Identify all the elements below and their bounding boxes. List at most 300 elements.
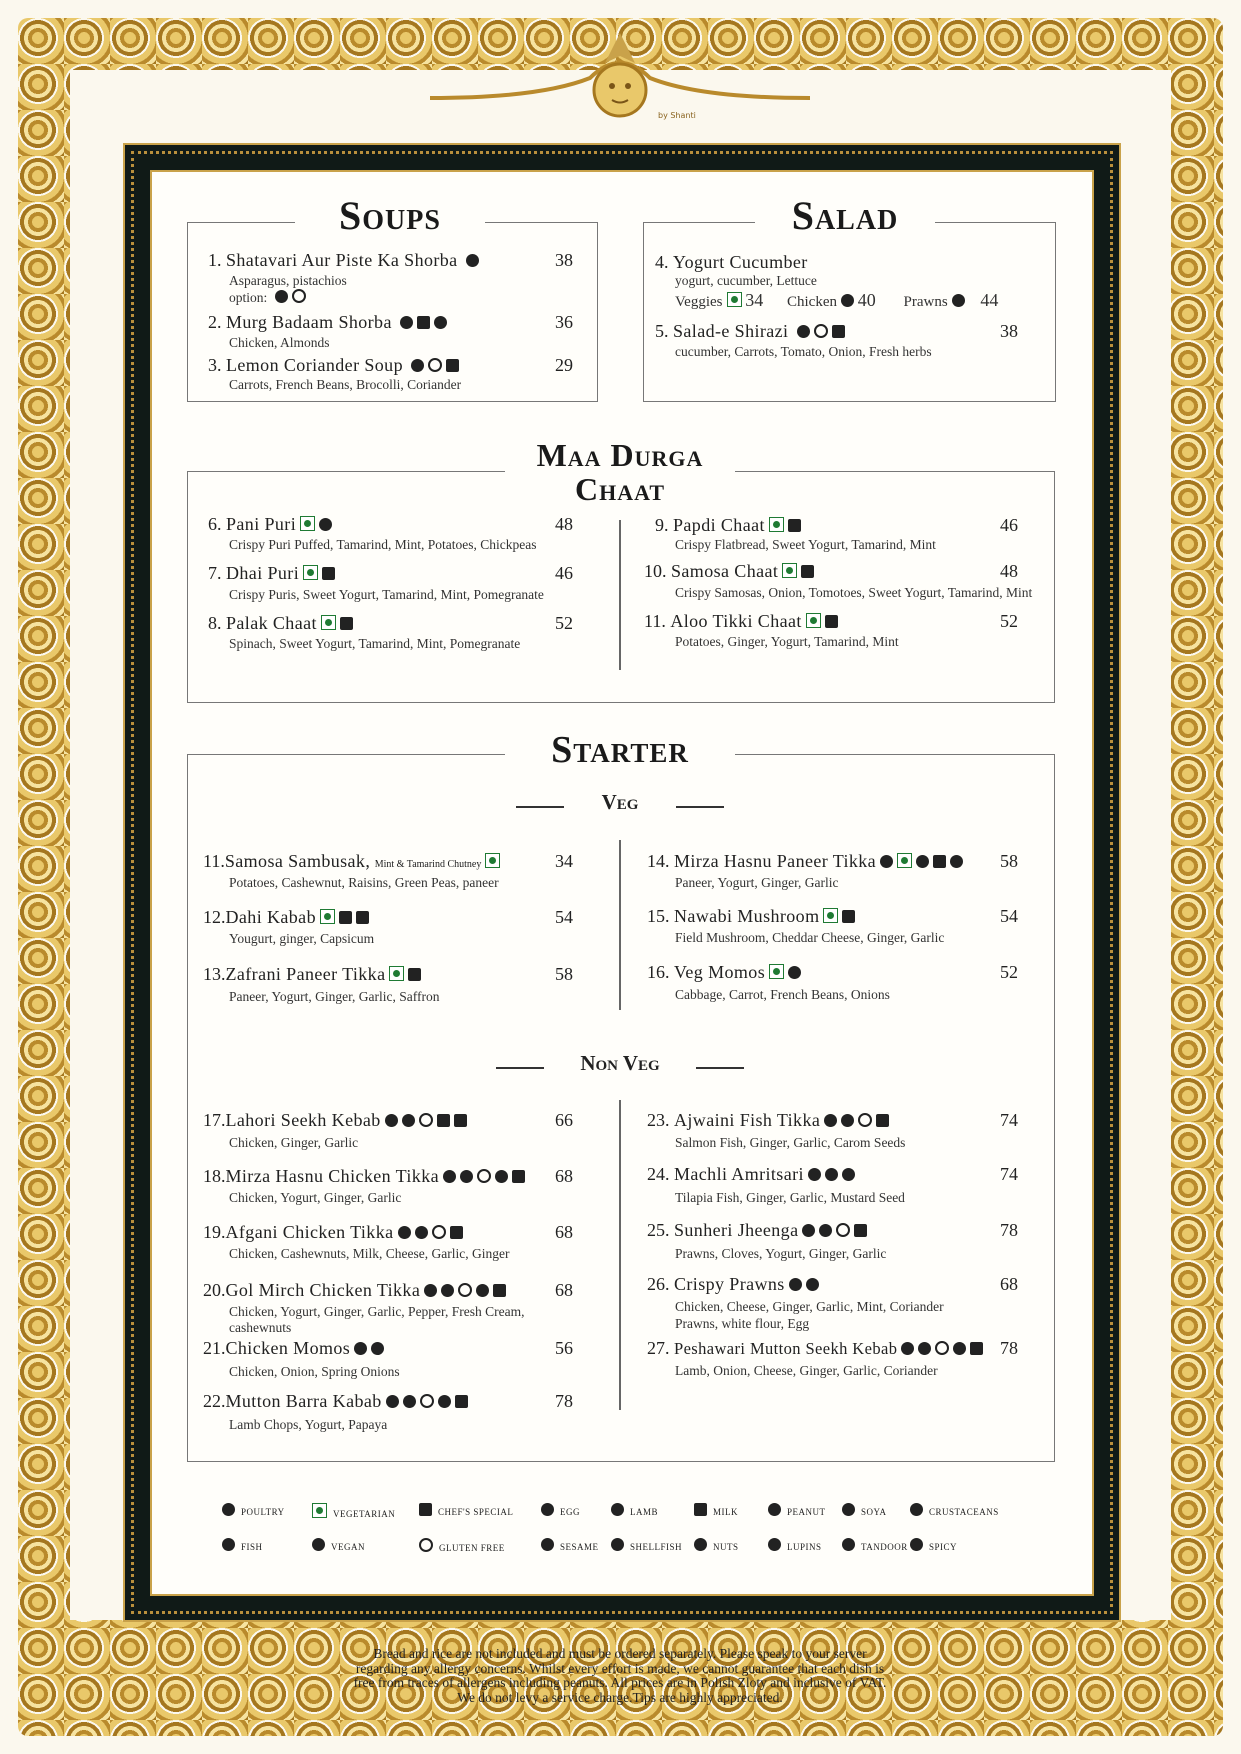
milk-icon (854, 1224, 867, 1237)
milk-icon (970, 1342, 983, 1355)
option-label: Chicken (787, 294, 837, 310)
tandoor-icon (424, 1284, 437, 1297)
item-price: 68 (555, 1222, 573, 1242)
menu-item (203, 1338, 384, 1359)
vegan-icon (411, 359, 424, 372)
egg-icon (806, 1278, 819, 1291)
item-number: 27. (647, 1338, 670, 1358)
menu-item (647, 851, 963, 872)
option-label: Prawns (903, 294, 948, 310)
item-name: Salad-e Shirazi (673, 321, 789, 341)
milk-icon (933, 855, 946, 868)
sesame-icon (541, 1538, 554, 1551)
item-description: Potatoes, Cashewnut, Raisins, Green Peas, paneer (229, 875, 499, 890)
legend-item (906, 1503, 999, 1517)
item-price: 52 (1000, 611, 1018, 631)
legend-label: LAMB (630, 1507, 659, 1517)
item-name: Veg Momos (674, 962, 766, 982)
item-description: Lamb, Onion, Cheese, Ginger, Garlic, Coriander (675, 1363, 938, 1378)
item-description: Yougurt, ginger, Capsicum (229, 931, 375, 946)
column-divider (619, 520, 621, 670)
poultry-icon (415, 1226, 428, 1239)
item-price: 78 (1000, 1338, 1018, 1358)
vegetarian-icon (806, 613, 821, 628)
tandoor-icon (386, 1395, 399, 1408)
egg-icon (541, 1503, 554, 1516)
legend-label: CRUSTACEANS (929, 1507, 999, 1517)
item-description: Spinach, Sweet Yogurt, Tamarind, Mint, Pomegranate (229, 636, 521, 651)
item-name: Mirza Hasnu Paneer Tikka (674, 851, 877, 871)
chefs-special-icon (832, 325, 845, 338)
tandoor-icon (385, 1114, 398, 1127)
gluten-free-icon (836, 1223, 850, 1237)
nuts-icon (466, 254, 479, 267)
tandoor-icon (802, 1224, 815, 1237)
legend-item (218, 1538, 263, 1552)
spicy-icon (842, 1168, 855, 1181)
legend-item (690, 1538, 739, 1552)
item-description: Potatoes, Ginger, Yogurt, Tamarind, Mint (675, 634, 899, 649)
item-number: 15. (647, 906, 670, 926)
vegetarian-icon (727, 292, 742, 307)
item-price: 68 (555, 1166, 573, 1186)
item-price: 54 (555, 907, 573, 927)
item-number: 24. (647, 1164, 670, 1184)
milk-icon (876, 1114, 889, 1127)
nuts-icon (434, 316, 447, 329)
item-name: Dahi Kabab (225, 907, 316, 927)
spicy-icon (910, 1538, 923, 1551)
gluten-free-icon (420, 1394, 434, 1408)
vegetarian-icon (312, 1503, 327, 1518)
item-number: 7. (208, 563, 222, 583)
menu-item (647, 1110, 889, 1131)
footer-note (270, 1647, 970, 1705)
menu-item (644, 611, 838, 632)
item-description: Chicken, Cheese, Ginger, Garlic, Mint, Coriander (675, 1299, 944, 1314)
shellfish-icon (952, 294, 965, 307)
item-name: Shatavari Aur Piste Ka Shorba (226, 250, 458, 270)
legend-label: MILK (713, 1507, 738, 1517)
column-divider (619, 1100, 621, 1410)
item-description: Paneer, Yogurt, Ginger, Garlic (675, 875, 839, 890)
legend-label: LUPINS (787, 1542, 822, 1552)
menu-item (203, 907, 369, 928)
item-description: Paneer, Yogurt, Ginger, Garlic, Saffron (229, 989, 440, 1004)
lamb-icon (403, 1395, 416, 1408)
lamb-icon (611, 1503, 624, 1516)
item-number: 11. (644, 611, 666, 631)
item-number: 1. (208, 250, 222, 270)
option-price: 44 (980, 290, 999, 310)
legend-label: SOYA (861, 1507, 887, 1517)
item-description-cont: cashewnuts (229, 1320, 292, 1335)
chefs-special-icon (446, 359, 459, 372)
item-number: 6. (208, 514, 222, 534)
item-name: Samosa Sambusak, (224, 851, 371, 871)
vegetarian-icon (300, 516, 315, 531)
poultry-icon (354, 1342, 367, 1355)
item-name: Peshawari Mutton Seekh Kebab (674, 1339, 898, 1358)
item-description: Chicken, Onion, Spring Onions (229, 1364, 400, 1379)
legend-label: EGG (560, 1507, 580, 1517)
item-number: 22. (203, 1391, 226, 1411)
item-name: Yogurt Cucumber (673, 252, 808, 272)
legend-label: FISH (241, 1542, 263, 1552)
item-number: 10. (644, 561, 667, 581)
soya-icon (842, 1503, 855, 1516)
poultry-icon (222, 1503, 235, 1516)
item-description: Field Mushroom, Cheddar Cheese, Ginger, Garlic (675, 930, 945, 945)
item-number: 26. (647, 1274, 670, 1294)
item-number: 21. (203, 1338, 226, 1358)
milk-icon (340, 617, 353, 630)
menu-item (203, 1110, 467, 1131)
item-name: Zafrani Paneer Tikka (225, 964, 386, 984)
item-name: Lahori Seekh Kebab (225, 1110, 381, 1130)
item-description: Chicken, Ginger, Garlic (229, 1135, 359, 1150)
tandoor-icon (443, 1170, 456, 1183)
gluten-free-icon (419, 1113, 433, 1127)
item-price: 78 (555, 1391, 573, 1411)
item-name: Nawabi Mushroom (674, 906, 820, 926)
legend-label: PEANUT (787, 1507, 826, 1517)
milk-icon (512, 1170, 525, 1183)
vegetarian-icon (823, 908, 838, 923)
menu-item (655, 515, 801, 536)
item-name: Aloo Tikki Chaat (670, 611, 802, 631)
shellfish-icon (611, 1538, 624, 1551)
item-name: Ajwaini Fish Tikka (674, 1110, 821, 1130)
item-price: 74 (1000, 1164, 1018, 1184)
vegetarian-icon (769, 964, 784, 979)
item-price: 38 (555, 250, 573, 270)
item-number: 8. (208, 613, 222, 633)
nuts-icon (950, 855, 963, 868)
milk-icon (788, 519, 801, 532)
item-name: Mirza Hasnu Chicken Tikka (225, 1166, 439, 1186)
menu-item (647, 906, 855, 927)
item-price: 68 (555, 1280, 573, 1300)
item-description: Chicken, Almonds (229, 335, 330, 350)
legend-label: POULTRY (241, 1507, 285, 1517)
item-number: 11. (203, 851, 225, 871)
fish-icon (841, 1114, 854, 1127)
option-label: option: (229, 290, 268, 305)
milk-icon (454, 1114, 467, 1127)
legend-label: CHEF'S SPECIAL (438, 1507, 514, 1517)
spicy-icon (953, 1342, 966, 1355)
item-description: Cabbage, Carrot, French Beans, Onions (675, 987, 890, 1002)
milk-icon (825, 615, 838, 628)
item-number: 4. (655, 252, 669, 272)
divider-line (696, 1067, 744, 1069)
menu-item (203, 1280, 506, 1301)
item-number: 3. (208, 355, 222, 375)
gluten-free-icon (419, 1538, 433, 1552)
lamb-icon (918, 1342, 931, 1355)
item-option (229, 289, 306, 306)
milk-icon (408, 968, 421, 981)
item-price: 38 (1000, 321, 1018, 341)
item-name: Palak Chaat (226, 613, 317, 633)
menu-item (647, 1274, 819, 1295)
item-description: Crispy Flatbread, Sweet Yogurt, Tamarind, Mint (675, 537, 936, 552)
lupins-icon (768, 1538, 781, 1551)
item-price: 34 (555, 851, 573, 871)
chefs-special-icon (419, 1503, 432, 1516)
legend-item (690, 1503, 738, 1517)
vegetarian-icon (320, 909, 335, 924)
item-number: 20. (203, 1280, 226, 1300)
vegetarian-icon (321, 615, 336, 630)
legend-item (906, 1538, 957, 1552)
goddess-crest-logo (420, 28, 820, 128)
menu-item (203, 1166, 525, 1187)
item-number: 12. (203, 907, 226, 927)
item-description: Prawns, Cloves, Yogurt, Ginger, Garlic (675, 1246, 887, 1261)
spicy-icon (438, 1395, 451, 1408)
legend-label: SESAME (560, 1542, 599, 1552)
chaat-title-line2: Chaat (574, 471, 666, 507)
item-description: Carrots, French Beans, Brocolli, Coriander (229, 377, 462, 392)
soups-title: Soups (295, 192, 485, 239)
menu-item (208, 250, 479, 271)
gluten-free-icon (477, 1169, 491, 1183)
chefs-special-icon (437, 1114, 450, 1127)
divider-line (496, 1067, 544, 1069)
gluten-free-icon (432, 1225, 446, 1239)
item-price: 54 (1000, 906, 1018, 926)
vegetarian-icon (485, 853, 500, 868)
item-description: cucumber, Carrots, Tomato, Onion, Fresh herbs (675, 344, 932, 359)
vegan-icon (275, 290, 288, 303)
peanut-icon (768, 1503, 781, 1516)
item-number: 25. (647, 1220, 670, 1240)
item-price: 58 (555, 964, 573, 984)
tandoor-icon (824, 1114, 837, 1127)
legend-item (838, 1538, 908, 1552)
item-name: Machli Amritsari (674, 1164, 804, 1184)
gluten-free-icon (292, 289, 306, 303)
chefs-special-icon (339, 911, 352, 924)
item-number: 17. (203, 1110, 226, 1130)
tandoor-icon (901, 1342, 914, 1355)
legend-label: VEGAN (331, 1542, 365, 1552)
legend-item (838, 1503, 887, 1517)
milk-icon (694, 1503, 707, 1516)
legend-label: TANDOOR (861, 1542, 908, 1552)
item-price: 56 (555, 1338, 573, 1358)
item-number: 16. (647, 962, 670, 982)
poultry-icon (400, 316, 413, 329)
legend-item (607, 1503, 658, 1517)
fish-icon (825, 1168, 838, 1181)
tandoor-icon (398, 1226, 411, 1239)
menu-item (647, 1164, 855, 1185)
option-label: Veggies (675, 294, 723, 310)
item-name: Afgani Chicken Tikka (225, 1222, 394, 1242)
poultry-icon (841, 294, 854, 307)
legend-label: GLUTEN FREE (439, 1543, 505, 1553)
item-name: Gol Mirch Chicken Tikka (225, 1280, 421, 1300)
legend-item (537, 1503, 580, 1517)
legend-label: SHELLFISH (630, 1542, 683, 1552)
item-price: 68 (1000, 1274, 1018, 1294)
item-price: 58 (1000, 851, 1018, 871)
starter-title: Starter (505, 728, 735, 772)
vegetarian-icon (782, 563, 797, 578)
item-price: 48 (1000, 561, 1018, 581)
milk-icon (417, 316, 430, 329)
menu-item (655, 252, 808, 273)
crustaceans-icon (910, 1503, 923, 1516)
legend-item (218, 1503, 285, 1517)
shellfish-icon (789, 1278, 802, 1291)
item-price: 36 (555, 312, 573, 332)
item-description: Crispy Samosas, Onion, Tomotoes, Sweet Yogurt, Tamarind, Mint (675, 585, 1033, 600)
item-price: 52 (555, 613, 573, 633)
spicy-icon (476, 1284, 489, 1297)
menu-item (208, 355, 459, 376)
item-price: 66 (555, 1110, 573, 1130)
divider-line (516, 806, 564, 808)
legend-label: NUTS (713, 1542, 739, 1552)
fish-icon (222, 1538, 235, 1551)
item-name: Murg Badaam Shorba (226, 312, 392, 332)
item-name: Papdi Chaat (673, 515, 765, 535)
salad-box (643, 222, 1056, 402)
menu-item (203, 1391, 468, 1412)
tandoor-icon (808, 1168, 821, 1181)
gluten-free-icon (935, 1341, 949, 1355)
peanut-icon (371, 1342, 384, 1355)
milk-icon (493, 1284, 506, 1297)
shellfish-icon (819, 1224, 832, 1237)
peanut-icon (788, 966, 801, 979)
legend-item (308, 1503, 395, 1519)
salad-options (675, 290, 998, 311)
item-description: Crispy Puri Puffed, Tamarind, Mint, Potatoes, Chickpeas (229, 537, 537, 552)
poultry-icon (460, 1170, 473, 1183)
divider-line (676, 806, 724, 808)
item-description: yogurt, cucumber, Lettuce (675, 273, 817, 288)
milk-icon (356, 911, 369, 924)
milk-icon (842, 910, 855, 923)
item-price: 46 (1000, 515, 1018, 535)
vegan-icon (312, 1538, 325, 1551)
vegetarian-icon (769, 517, 784, 532)
item-number: 19. (203, 1222, 226, 1242)
veg-subtitle: Veg (601, 790, 639, 814)
menu-item (647, 1338, 983, 1359)
spicy-icon (319, 518, 332, 531)
item-name: Mutton Barra Kabab (225, 1391, 382, 1411)
gluten-free-icon (428, 358, 442, 372)
option-price: 34 (745, 290, 764, 310)
poultry-icon (441, 1284, 454, 1297)
item-name: Chicken Momos (225, 1338, 351, 1358)
item-description: Lamb Chops, Yogurt, Papaya (229, 1417, 388, 1432)
legend-label: SPICY (929, 1542, 958, 1552)
menu-item (208, 514, 332, 535)
salad-title: Salad (755, 192, 935, 239)
chaat-title-line1: Maa Durga (536, 437, 704, 473)
menu-item (644, 561, 814, 582)
tandoor-icon (842, 1538, 855, 1551)
nonveg-subtitle: Non Veg (580, 1051, 660, 1075)
item-name: Lemon Coriander Soup (226, 355, 403, 375)
legend-item (415, 1538, 505, 1553)
option-price: 40 (857, 290, 876, 310)
menu-item (203, 1222, 463, 1243)
vegetarian-icon (897, 853, 912, 868)
spicy-icon (495, 1170, 508, 1183)
footer-line: regarding any allergy concerns. Whilst every effort is made, we cannot guarantee that each dish is (355, 1660, 885, 1676)
item-price: 52 (1000, 962, 1018, 982)
item-price: 46 (555, 563, 573, 583)
item-number: 5. (655, 321, 669, 341)
item-description: Tilapia Fish, Ginger, Garlic, Mustard Seed (675, 1190, 905, 1205)
milk-icon (455, 1395, 468, 1408)
item-description: Chicken, Yogurt, Ginger, Garlic, Pepper, Fresh Cream, (229, 1304, 525, 1319)
chaat-title (505, 438, 735, 510)
vegan-icon (797, 325, 810, 338)
gluten-free-icon (458, 1283, 472, 1297)
legend-item (764, 1503, 826, 1517)
menu-item (647, 962, 801, 983)
menu-item (203, 851, 500, 872)
legend-item (764, 1538, 822, 1552)
column-divider (619, 840, 621, 1010)
menu-item (203, 964, 421, 985)
item-description: Crispy Puris, Sweet Yogurt, Tamarind, Mint, Pomegranate (229, 587, 544, 602)
item-price: 48 (555, 514, 573, 534)
legend-item (308, 1538, 365, 1552)
item-number: 2. (208, 312, 222, 332)
vegetarian-icon (389, 966, 404, 981)
item-number: 23. (647, 1110, 670, 1130)
item-name: Pani Puri (226, 514, 297, 534)
brand-tagline: by Shanti (658, 111, 696, 120)
item-name: Sunheri Jheenga (674, 1220, 799, 1240)
poultry-icon (402, 1114, 415, 1127)
item-number: 9. (655, 515, 669, 535)
item-description: Chicken, Cashewnuts, Milk, Cheese, Garlic, Ginger (229, 1246, 510, 1261)
menu-item (208, 613, 353, 634)
tandoor-icon (880, 855, 893, 868)
gluten-free-icon (814, 324, 828, 338)
item-price: 78 (1000, 1220, 1018, 1240)
milk-icon (801, 565, 814, 578)
menu-item (655, 321, 845, 342)
item-name: Crispy Prawns (674, 1274, 785, 1294)
legend-item (607, 1538, 682, 1552)
item-number: 13. (203, 964, 226, 984)
footer-line: We do not levy a service charge.Tips are highly appreciated. (457, 1689, 783, 1705)
vegetarian-icon (303, 565, 318, 580)
footer-line: Bread and rice are not included and must be ordered separately. Please speak to your server (373, 1646, 867, 1661)
footer-line: free from traces of allergens including peanuts. All prices are in Polish Zloty and inclusive of VAT. (353, 1675, 887, 1690)
item-number: 18. (203, 1166, 226, 1186)
item-price: 29 (555, 355, 573, 375)
legend-item (537, 1538, 599, 1552)
item-description: Asparagus, pistachios (229, 273, 347, 288)
item-description-cont: Prawns, white flour, Egg (675, 1316, 810, 1331)
gluten-free-icon (858, 1113, 872, 1127)
item-name: Samosa Chaat (671, 561, 779, 581)
milk-icon (450, 1226, 463, 1239)
